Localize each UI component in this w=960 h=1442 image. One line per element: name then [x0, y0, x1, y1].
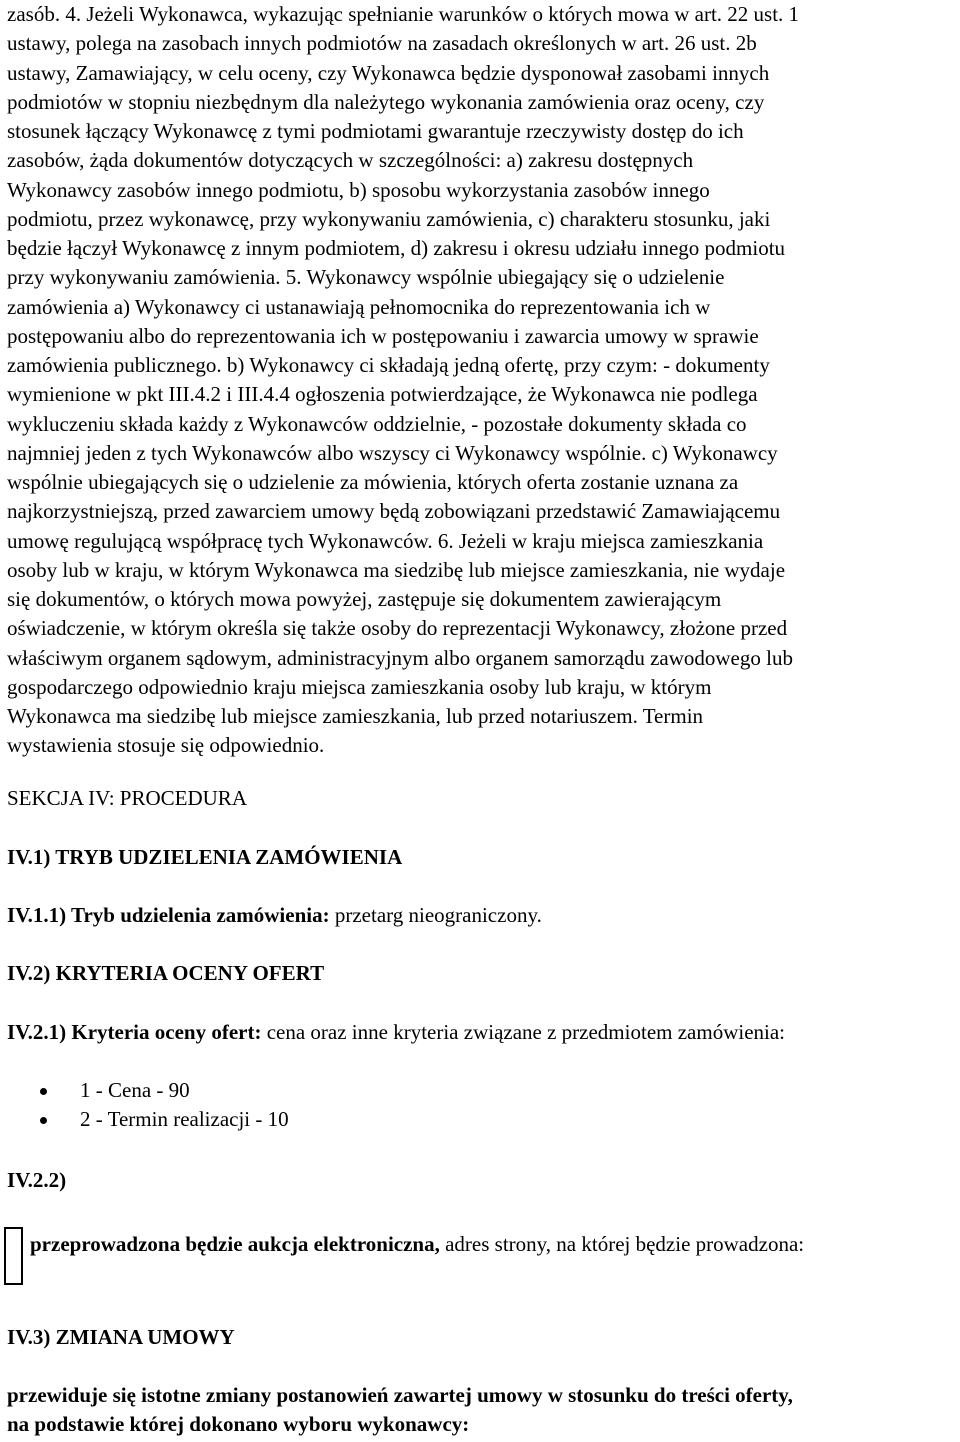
iv11-row: [7, 902, 542, 928]
body-line: przy wykonywaniu zamówienia. 5. Wykonawcy wspólnie ubiegający się o udzielenie: [7, 265, 725, 290]
iv3-heading: IV.3) ZMIANA UMOWY: [7, 1325, 235, 1349]
body-line: się dokumentów, o których mowa powyżej, zastępuje się dokumentem zawierającym: [7, 587, 722, 611]
auction-bold: przeprowadzona będzie aukcja elektroniczna,: [30, 1232, 440, 1256]
iv3-text-line: na podstawie której dokonano wyboru wykonawcy:: [7, 1412, 470, 1436]
auction-checkbox[interactable]: [4, 1227, 23, 1285]
iv1-heading: IV.1) TRYB UDZIELENIA ZAMÓWIENIA: [7, 845, 403, 869]
body-line: zamówienia a) Wykonawcy ci ustanawiają pełnomocnika do reprezentowania ich w: [7, 294, 711, 319]
auction-text: [30, 1230, 910, 1259]
body-line: gospodarczego odpowiednio kraju miejsca zamieszkania osoby lub kraju, w którym: [7, 674, 712, 699]
body-line: najkorzystniejszą, przed zawarciem umowy będą zobowiązani przedstawić Zamawiającemu: [7, 499, 781, 524]
body-line: podmiotów w stopniu niezbędnym dla należytego wykonania zamówienia oraz oceny, czy: [7, 89, 765, 114]
iv22-label: IV.2.2): [7, 1168, 67, 1192]
body-line: ustawy, Zamawiający, w celu oceny, czy Wykonawca będzie dysponował zasobami innych: [7, 60, 770, 85]
body-line: wystawienia stosuje się odpowiednio.: [7, 733, 325, 758]
iv2-heading: IV.2) KRYTERIA OCENY OFERT: [7, 961, 325, 985]
list-item: 1 - Cena - 90: [40, 1076, 289, 1105]
body-line: postępowaniu albo do reprezentowania ich w postępowaniu i zawarcia umowy w sprawie: [7, 323, 759, 348]
body-line: będzie łączył Wykonawcę z innym podmiotem, d) zakresu i okresu udziału innego podmiotu: [7, 236, 786, 260]
iv3-text: [7, 1381, 955, 1439]
iv11-label: IV.1.1) Tryb udzielenia zamówienia:: [7, 903, 330, 927]
iv3-text-line: przewiduje się istotne zmiany postanowień zawartej umowy w stosunku do treści oferty,: [7, 1383, 793, 1407]
body-line: podmiotu, przez wykonawcę, przy wykonywaniu zamówienia, c) charakteru stosunku, jaki: [7, 206, 771, 231]
body-line: wymienione w pkt III.4.2 i III.4.4 ogłoszenia potwierdzające, że Wykonawca nie podlega: [7, 382, 758, 407]
body-line: wspólnie ubiegających się o udzielenie za mówienia, których oferta zostanie uznana za: [7, 470, 739, 494]
body-line: właściwym organem sądowym, administracyjnym albo organem samorządu zawodowego lub: [7, 645, 793, 670]
body-line: Wykonawcy zasobów innego podmiotu, b) sposobu wykorzystania zasobów innego: [7, 177, 710, 202]
body-line: zasobów, żąda dokumentów dotyczących w szczególności: a) zakresu dostępnych: [7, 148, 694, 173]
body-line: oświadczenie, w którym określa się także osoby do reprezentacji Wykonawcy, złożone przed: [7, 616, 788, 641]
iv21-label: IV.2.1) Kryteria oceny ofert:: [7, 1020, 262, 1044]
body-paragraph: [7, 0, 955, 761]
body-line: zamówienia publicznego. b) Wykonawcy ci składają jedną ofertę, przy czym: - dokumenty: [7, 353, 770, 377]
iv21-value: cena oraz inne kryteria związane z przedmiotem zamówienia:: [261, 1020, 786, 1044]
body-line: umowę regulującą współpracę tych Wykonawców. 6. Jeżeli w kraju miejsca zamieszkania: [7, 528, 764, 553]
list-item: 2 - Termin realizacji - 10: [40, 1105, 289, 1134]
body-line: ustawy, polega na zasobach innych podmiotów na zasadach określonych w art. 26 ust. 2b: [7, 31, 757, 56]
criteria-list: [40, 1076, 289, 1134]
body-line: stosunek łączący Wykonawcę z tymi podmiotami gwarantuje rzeczywisty dostęp do ich: [7, 119, 744, 143]
body-line: zasób. 4. Jeżeli Wykonawca, wykazując spełnianie warunków o których mowa w art. 22 ust. 1: [7, 2, 800, 26]
iv11-value: przetarg nieograniczony.: [329, 903, 542, 927]
body-line: Wykonawca ma siedzibę lub miejsce zamieszkania, lub przed notariuszem. Termin: [7, 704, 704, 728]
iv21-row: [7, 1019, 785, 1045]
section-title: SEKCJA IV: PROCEDURA: [7, 786, 247, 810]
body-line: wykluczeniu składa każdy z Wykonawców oddzielnie, - pozostałe dokumenty składa co: [7, 411, 747, 436]
body-line: osoby lub w kraju, w którym Wykonawca ma siedzibę lub miejsce zamieszkania, nie wydaje: [7, 557, 786, 582]
auction-rest: adres strony, na której będzie prowadzona:: [439, 1232, 805, 1256]
body-line: najmniej jeden z tych Wykonawców albo wszyscy ci Wykonawcy wspólnie. c) Wykonawcy: [7, 440, 778, 465]
